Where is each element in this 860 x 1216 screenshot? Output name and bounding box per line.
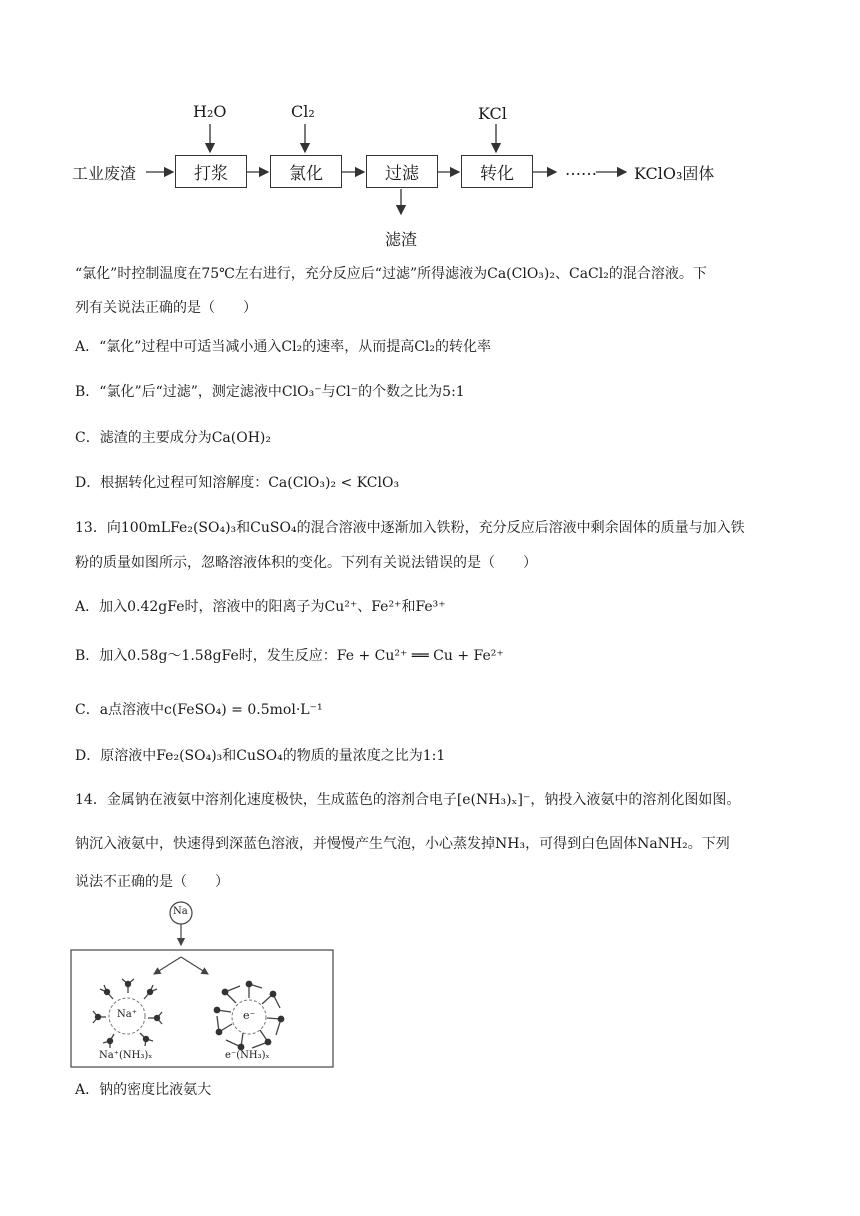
q14-stem-line-2: 钠沉入液氨中，快速得到深蓝色溶液，并慢慢产生气泡，小心蒸发掉NH₃，可得到白色固体NaNH₂。下列 [75,836,730,852]
q12-stem-line-1: “氯化”时控制温度在75℃左右进行，充分反应后“过滤”所得滤液为Ca(ClO₃)₂、CaCl₂的混合溶液。下 [75,266,707,282]
q12-option-d: D．根据转化过程可知溶解度：Ca(ClO₃)₂ < KClO₃ [75,475,400,491]
q12-option-a: A．“氯化”过程中可适当减小通入Cl₂的速率，从而提高Cl₂的转化率 [75,339,492,355]
na-atom-label: Na [173,906,188,917]
q14-option-a: A．钠的密度比液氨大 [75,1082,212,1098]
step-zhuanhua-box: 转化 [461,155,533,188]
electron-center-label: e⁻ [243,1009,256,1022]
na-ion-center-label: Na⁺ [117,1009,137,1020]
na-ammonia-caption: Na⁺(NH₃)ₓ [99,1050,153,1061]
byproduct-label: 滤渣 [385,230,418,249]
step-lvhua-box: 氯化 [270,155,342,188]
q12-stem-line-2: 列有关说法正确的是（ ） [75,300,257,316]
q13-option-a: A．加入0.42gFe时，溶液中的阳离子为Cu²⁺、Fe²⁺和Fe³⁺ [75,599,446,615]
reagent-water: H₂O [193,102,227,121]
q13-option-b: B．加入0.58g～1.58gFe时，发生反应：Fe + Cu²⁺ ══ Cu + Fe²⁺ [75,648,504,664]
q14-stem-line-3: 说法不正确的是（ ） [75,874,229,890]
q13-option-c: C．a点溶液中c(FeSO₄) = 0.5mol·L⁻¹ [75,702,323,718]
q14-stem-line-1: 14．金属钠在液氨中溶剂化速度极快，生成蓝色的溶剂合电子[e(NH₃)ₓ]⁻，钠投入液氨中的溶剂化图如图。 [75,792,741,808]
q13-option-d: D．原溶液中Fe₂(SO₄)₃和CuSO₄的物质的量浓度之比为1:1 [75,748,446,764]
reagent-chlorine: Cl₂ [291,102,315,121]
q13-stem-line-2: 粉的质量如图所示，忽略溶液体积的变化。下列有关说法错误的是（ ） [75,555,537,571]
flow-product-label: KClO₃固体 [634,164,715,183]
q13-stem-line-1: 13．向100mLFe₂(SO₄)₃和CuSO₄的混合溶液中逐渐加入铁粉，充分反应后溶液中剩余固体的质量与加入铁 [75,520,745,536]
step-guolv-box: 过滤 [366,155,438,188]
flow-start-label: 工业废渣 [72,164,137,183]
flow-ellipsis: …… [565,160,597,179]
reagent-kcl: KCl [478,104,507,123]
q12-option-c: C．滤渣的主要成分为Ca(OH)₂ [75,430,271,446]
q12-option-b: B．“氯化”后“过滤”，测定滤液中ClO₃⁻与Cl⁻的个数之比为5:1 [75,384,465,400]
step-dajiang-box: 打浆 [175,155,247,188]
electron-ammonia-caption: e⁻(NH₃)ₓ [225,1050,270,1061]
